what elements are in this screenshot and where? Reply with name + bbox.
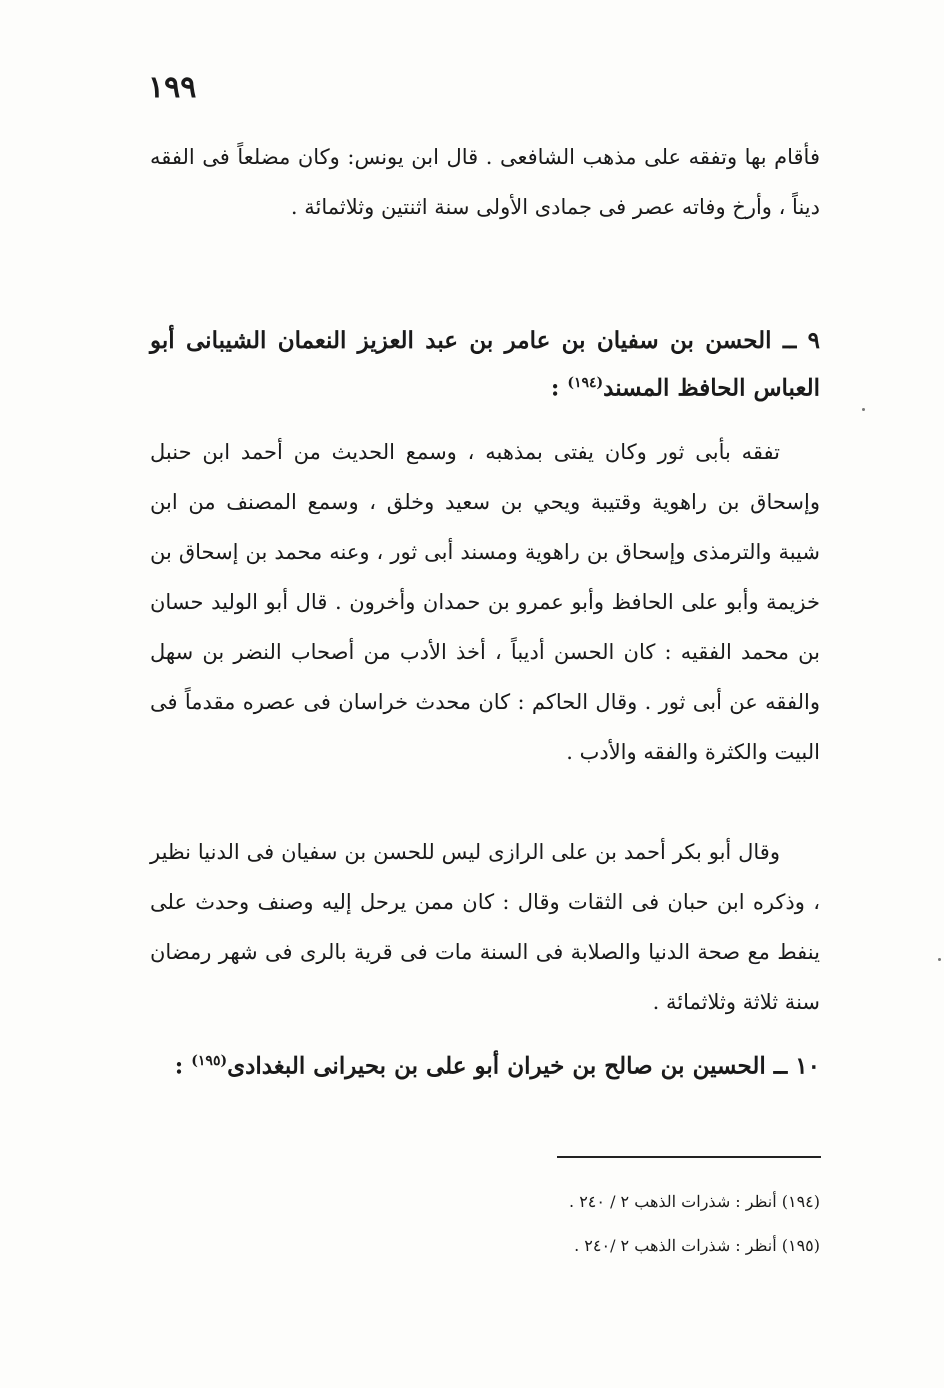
entry-heading-9-text: ٩ ــ الحسن بن سفيان بن عامر بن عبد العزيز النعمان الشيبانى أبو العباس الحافظ المسند — [150, 327, 820, 402]
paragraph-1: فأقام بها وتفقه على مذهب الشافعى . قال ابن يونس: وكان مضلعاً فى الفقه ديناً ، وأرخ وفاته عصر فى جمادى الأولى سنة اثنتين وثلاثمائة . — [150, 145, 820, 219]
entry-heading-10 — [150, 1040, 820, 1088]
footnotes — [400, 1180, 820, 1268]
entry-heading-10-text: ١٠ ــ الحسين بن صالح بن خيران أبو على بن بحيرانى البغدادى — [227, 1052, 820, 1080]
footnote-195: (١٩٥) أنظر : شذرات الذهب ٢ /٢٤٠ . — [574, 1236, 820, 1255]
entry-heading-9 — [150, 320, 820, 410]
footnote-194: (١٩٤) أنظر : شذرات الذهب ٢ / ٢٤٠ . — [569, 1192, 820, 1211]
entry-heading-9-colon: : — [550, 374, 568, 402]
footnote-divider — [557, 1156, 821, 1158]
page-number: ١٩٩ — [148, 70, 197, 105]
footnote-ref-195[interactable]: (١٩٥) — [191, 1053, 228, 1069]
scan-speck — [938, 958, 941, 961]
scan-speck — [862, 408, 865, 411]
paragraph-3: وقال أبو بكر أحمد بن على الرازى ليس للحسن بن سفيان فى الدنيا نظير ، وذكره ابن حبان فى الثقات وقال : كان ممن يرحل إليه وصنف وحدث على ينفط مع صحة الدنيا والصلابة فى السنة مات فى قرية بالرى فى شهر رمضان سنة ثلاثة وثلاثمائة . — [150, 840, 820, 1014]
footnote-ref-194[interactable]: (١٩٤) — [567, 375, 604, 391]
entry-heading-10-colon: : — [174, 1052, 192, 1080]
paragraph-2: تفقه بأبى ثور وكان يفتى بمذهبه ، وسمع الحديث من أحمد ابن حنبل وإسحاق بن راهوية وقتيبة ويحي بن سعيد وخلق ، وسمع المصنف من ابن شيبة والترمذى وإسحاق بن راهوية ومسند أبى ثور ، وعنه محمد بن إسحاق بن خزيمة وأبو على الحافظ وأبو عمرو بن حمدان وأخرون . قال أبو الوليد حسان بن محمد الفقيه : كان الحسن أديباً ، أخذ الأدب من أصحاب النضر بن سهل والفقه عن أبى ثور . وقال الحاكم : كان محدث خراسان فى عصره مقدماً فى البيت والكثرة والفقه والأدب . — [150, 440, 820, 764]
